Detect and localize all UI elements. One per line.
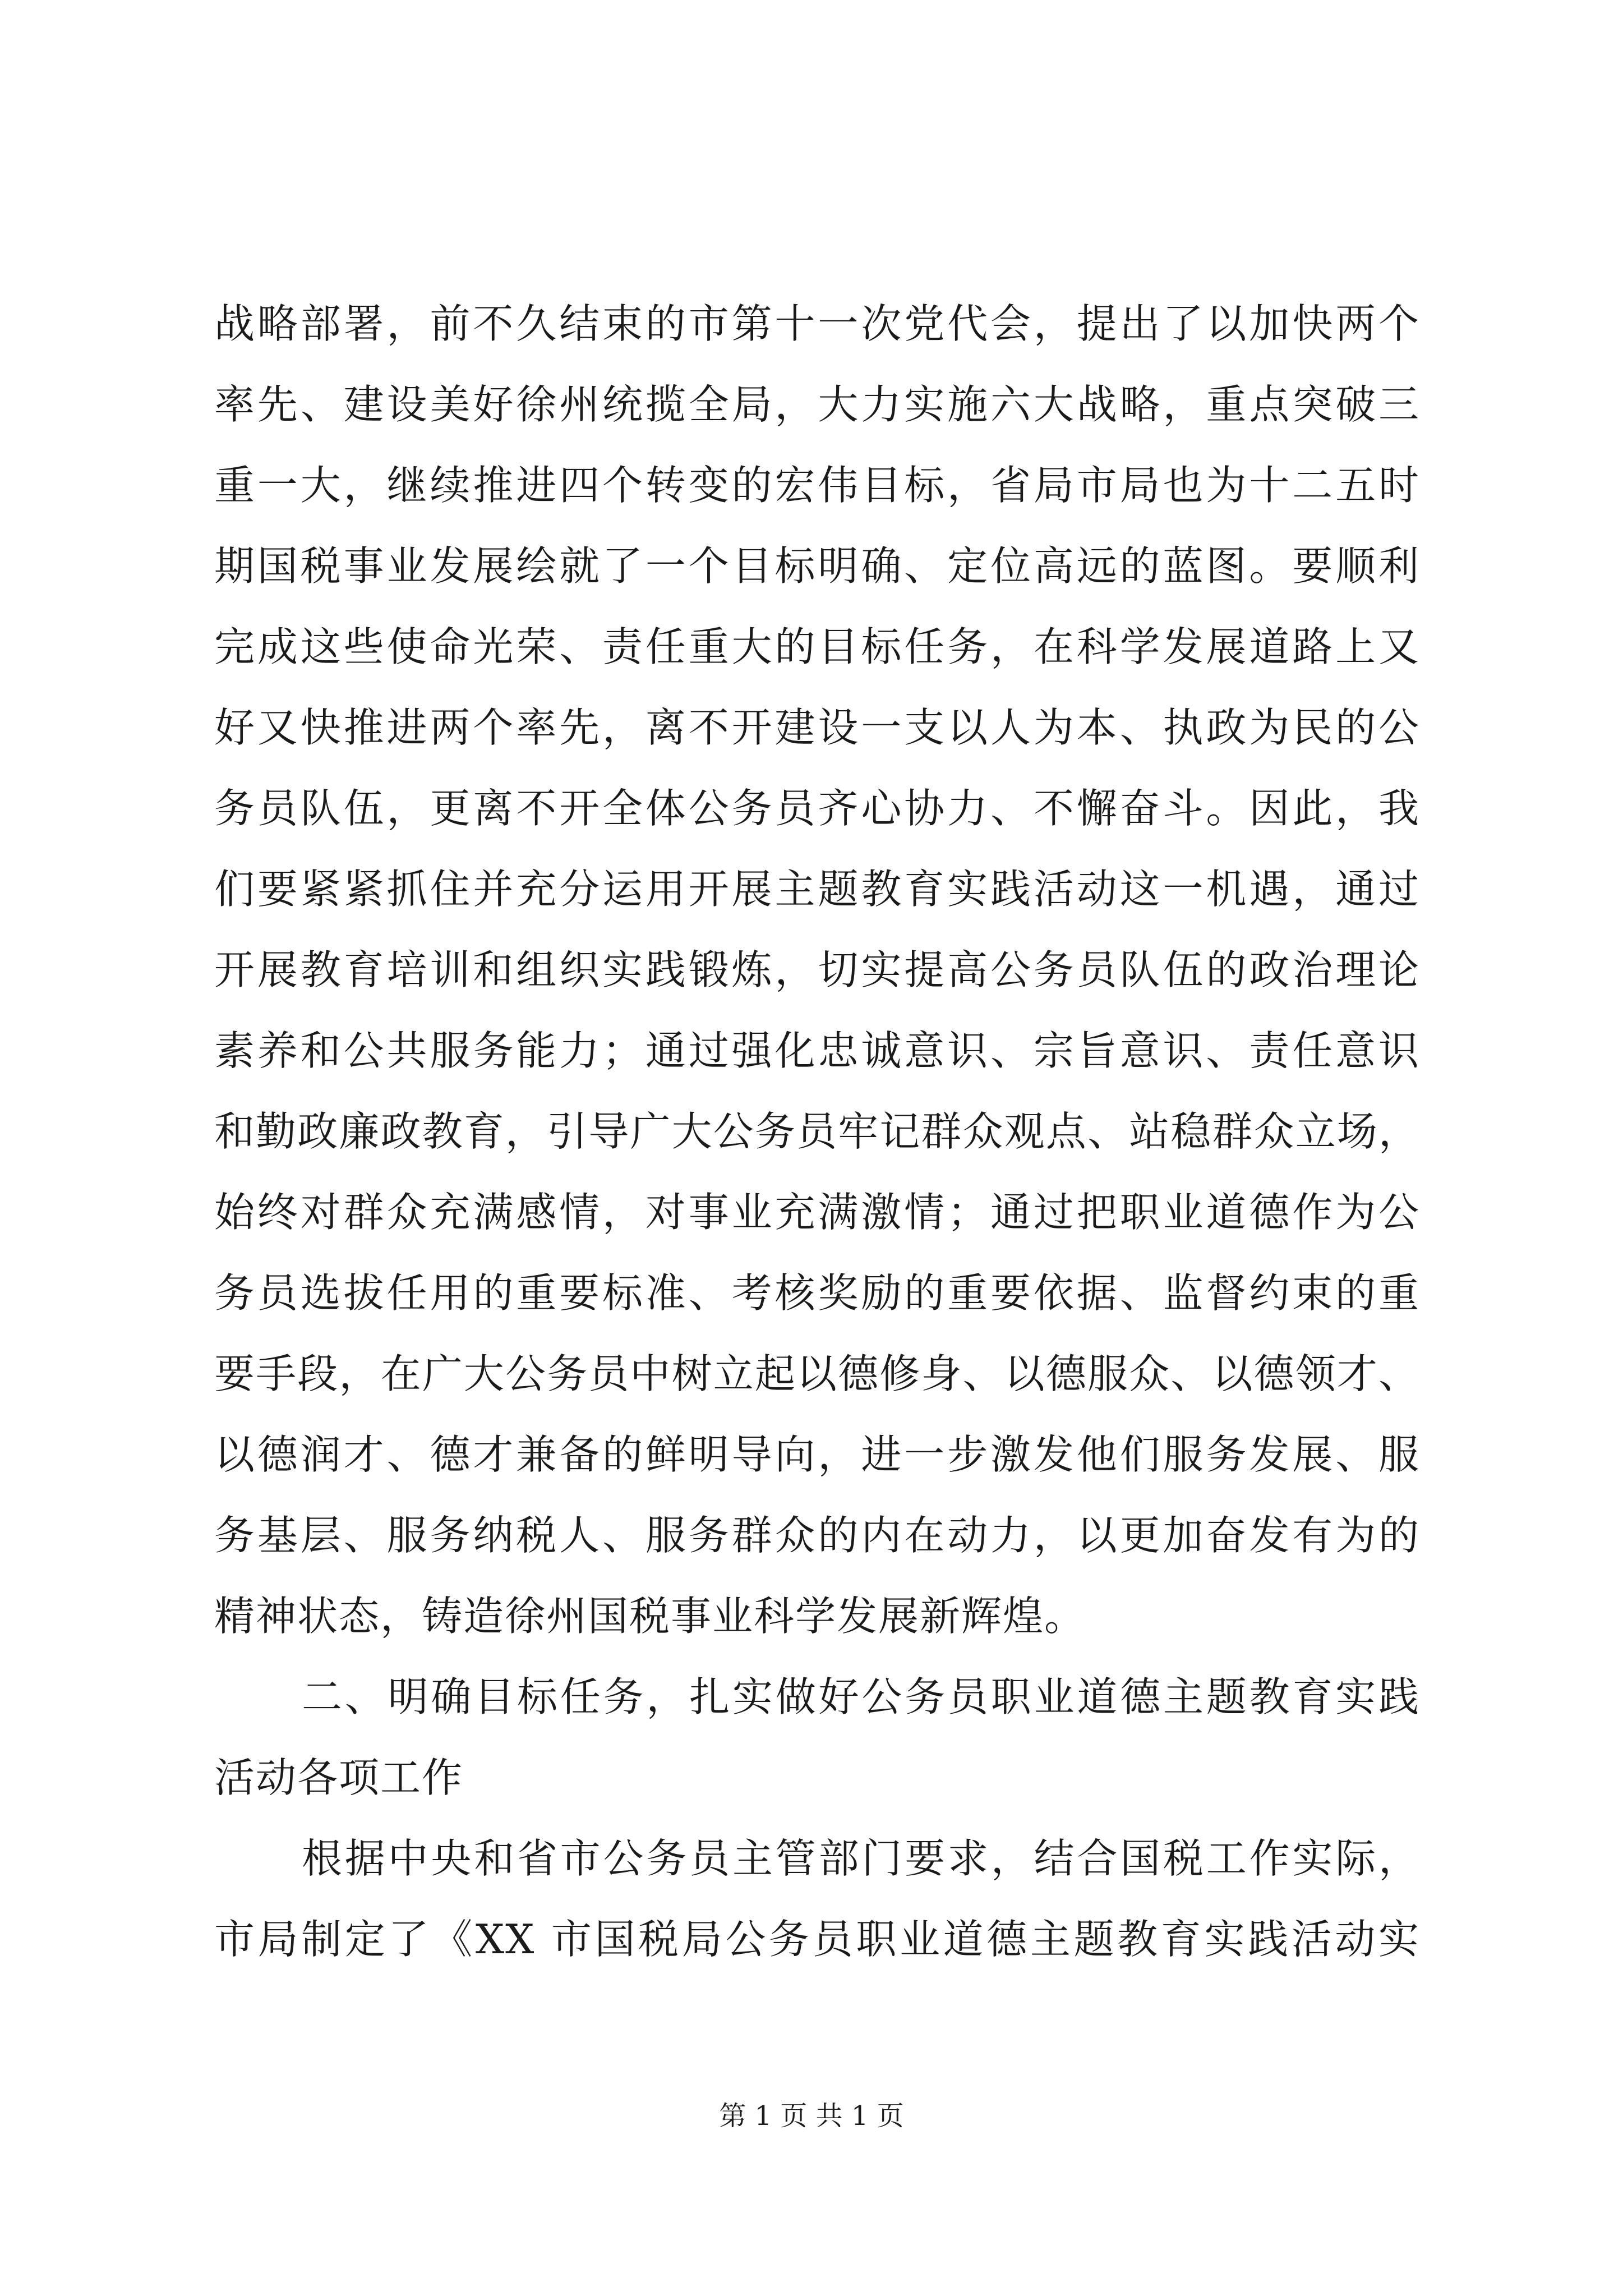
paragraph-line: 期国税事业发展绘就了一个目标明确、定位高远的蓝图。要顺利 xyxy=(214,542,1420,590)
section-heading-line: 二、明确目标任务，扎实做好公务员职业道德主题教育实践 xyxy=(302,1673,1420,1720)
paragraph-line: 要手段，在广大公务员中树立起以德修身、以德服众、以德领才、 xyxy=(214,1350,1420,1397)
section-heading-line: 活动各项工作 xyxy=(214,1754,464,1801)
paragraph-line: 市局制定了《XX 市国税局公务员职业道德主题教育实践活动实 xyxy=(214,1916,1420,1963)
paragraph-line: 素养和公共服务能力；通过强化忠诚意识、宗旨意识、责任意识 xyxy=(214,1027,1420,1074)
document-body xyxy=(214,283,1420,1980)
page-number-footer: 第 1 页 共 1 页 xyxy=(719,2100,904,2132)
paragraph-line: 始终对群众充满感情，对事业充满激情；通过把职业道德作为公 xyxy=(214,1189,1420,1236)
paragraph-line: 务基层、服务纳税人、服务群众的内在动力，以更加奋发有为的 xyxy=(214,1512,1420,1559)
paragraph-line: 根据中央和省市公务员主管部门要求，结合国税工作实际， xyxy=(302,1835,1420,1882)
paragraph-line: 完成这些使命光荣、责任重大的目标任务，在科学发展道路上又 xyxy=(214,623,1420,670)
paragraph-line: 率先、建设美好徐州统揽全局，大力实施六大战略，重点突破三 xyxy=(214,381,1420,428)
paragraph-line: 好又快推进两个率先，离不开建设一支以人为本、执政为民的公 xyxy=(214,704,1420,751)
paragraph-line: 重一大，继续推进四个转变的宏伟目标，省局市局也为十二五时 xyxy=(214,462,1420,509)
paragraph-line: 开展教育培训和组织实践锻炼，切实提高公务员队伍的政治理论 xyxy=(214,946,1420,993)
paragraph-line: 和勤政廉政教育，引导广大公务员牢记群众观点、站稳群众立场， xyxy=(214,1108,1420,1155)
paragraph-line: 务员队伍，更离不开全体公务员齐心协力、不懈奋斗。因此，我 xyxy=(214,785,1420,832)
paragraph-line: 务员选拔任用的重要标准、考核奖励的重要依据、监督约束的重 xyxy=(214,1269,1420,1317)
paragraph-line: 精神状态，铸造徐州国税事业科学发展新辉煌。 xyxy=(214,1593,1086,1640)
paragraph-line: 们要紧紧抓住并充分运用开展主题教育实践活动这一机遇，通过 xyxy=(214,866,1420,913)
paragraph-line: 战略部署，前不久结束的市第十一次党代会，提出了以加快两个 xyxy=(214,300,1420,347)
paragraph-line: 以德润才、德才兼备的鲜明导向，进一步激发他们服务发展、服 xyxy=(214,1431,1420,1478)
